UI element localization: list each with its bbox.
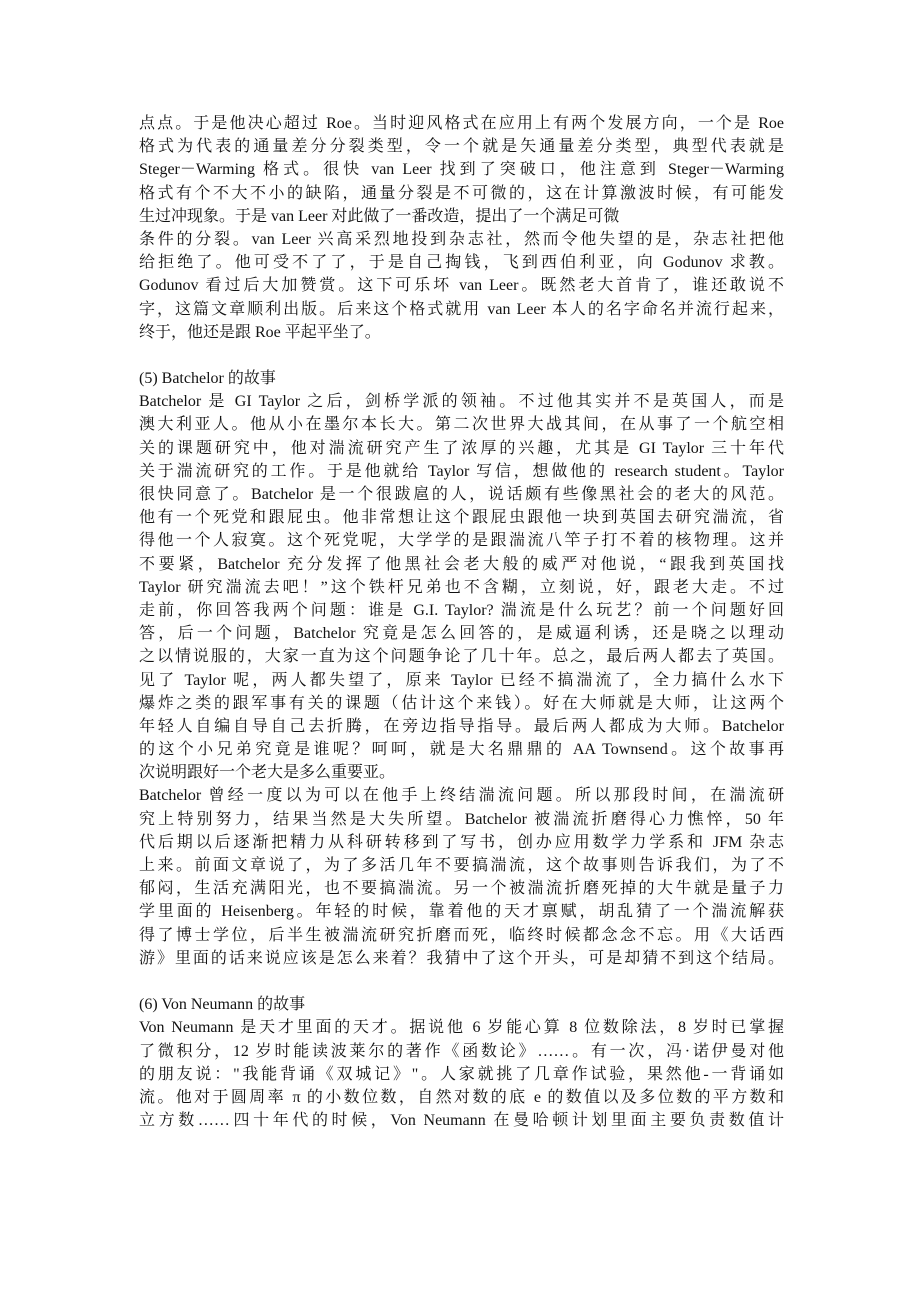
text-line: 给拒绝了。他可受不了了，于是自己掏钱，飞到西伯利亚，向 Godunov 求教。 — [139, 254, 784, 272]
text-line: 很快同意了。Batchelor 是一个很跋扈的人，说话颇有些像黑社会的老大的风范。 — [139, 486, 784, 503]
text-line: Batchelor 是 GI Taylor 之后，剑桥学派的领袖。不过他其实并不是英国人，而是 — [139, 393, 784, 411]
text-line: 流。他对于圆周率 π 的小数位数，自然对数的底 e 的数值以及多位数的平方数和 — [139, 1088, 784, 1106]
section-heading: (5) Batchelor 的故事 — [139, 370, 276, 388]
text-line: Taylor 研究湍流去吧！”这个铁杆兄弟也不含糊，立刻说，好，跟老大走。不过 — [139, 578, 784, 596]
text-line: 游》里面的话来说应该是怎么来着？我猜中了这个开头，可是却猜不到这个结局。 — [139, 949, 784, 967]
text-line: 格式有个不大不小的缺陷，通量分裂是不可微的，这在计算激波时候，有可能发 — [139, 184, 784, 202]
document-page — [139, 112, 784, 1132]
text-line: 立方数……四十年代的时候，Von Neumann 在曼哈顿计划里面主要负责数值计 — [139, 1112, 784, 1130]
text-line: 得了博士学位，后半生被湍流研究折磨而死，临终时候都念念不忘。用《大话西 — [139, 926, 784, 944]
text-line: 走前，你回答我两个问题：谁是 G.I. Taylor? 湍流是什么玩艺？前一个问题好回 — [139, 601, 784, 619]
text-line: 关的课题研究中，他对湍流研究产生了浓厚的兴趣，尤其是 GI Taylor 三十年代 — [139, 439, 784, 457]
text-line: Steger－Warming 格式。很快 van Leer 找到了突破口，他注意到 Steger－Warming — [139, 161, 784, 179]
text-line: 点点。于是他决心超过 Roe。当时迎风格式在应用上有两个发展方向，一个是 Roe — [139, 115, 784, 132]
text-line: 得他一个人寂寞。这个死党呢，大学学的是跟湍流八竿子打不着的核物理。这并 — [139, 532, 784, 550]
neumann-section — [139, 993, 784, 1132]
text-line: 答，后一个问题，Batchelor 究竟是怎么回答的，是威逼利诱，还是晓之以理动 — [139, 625, 784, 643]
text-line: Godunov 看过后大加赞赏。这下可乐坏 van Leer。既然老大首肯了，谁还敢说不 — [139, 277, 784, 295]
text-line: 究上特别努力，结果当然是大失所望。Batchelor 被湍流折磨得心力憔悴，50 年 — [139, 810, 784, 828]
text-line: 条件的分裂。van Leer 兴高采烈地投到杂志社，然而令他失望的是，杂志社把他 — [139, 230, 784, 248]
text-line: Von Neumann 是天才里面的天才。据说他 6 岁能心算 8 位数除法，8 岁时已掌握 — [139, 1019, 784, 1037]
text-line: 年轻人自编自导自己去折腾，在旁边指导指导。最后两人都成为大师。Batchelor — [139, 717, 784, 735]
text-line: 字，这篇文章顺利出版。后来这个格式就用 van Leer 本人的名字命名并流行起来， — [139, 300, 784, 318]
text-line: 之以情说服的，大家一直为这个问题争论了几十年。总之，最后两人都去了英国。 — [139, 648, 784, 666]
intro-paragraph — [139, 112, 784, 344]
text-line: 不要紧，Batchelor 充分发挥了他黑社会老大般的威严对他说，“跟我到英国找 — [139, 555, 784, 573]
text-line: 关于湍流研究的工作。于是他就给 Taylor 写信，想做他的 research student。Taylor — [139, 462, 784, 480]
text-line: 见了 Taylor 呢，两人都失望了，原来 Taylor 已经不搞湍流了，全力搞什么水下 — [139, 671, 784, 689]
text-line: 郁闷，生活充满阳光，也不要搞湍流。另一个被湍流折磨死掉的大牛就是量子力 — [139, 880, 784, 898]
text-line: 了微积分，12 岁时能读波莱尔的著作《函数论》……。有一次，冯·诺伊曼对他 — [139, 1042, 784, 1060]
batchelor-section — [139, 367, 784, 970]
text-line: 的朋友说："我能背诵《双城记》"。人家就挑了几章作试验，果然他-一背诵如 — [139, 1065, 784, 1083]
text-line: 学里面的 Heisenberg。年轻的时候，靠着他的天才禀赋，胡乱猜了一个湍流解获 — [139, 903, 784, 921]
section-heading: (6) Von Neumann 的故事 — [139, 996, 306, 1014]
text-line: Batchelor 曾经一度以为可以在他手上终结湍流问题。所以那段时间，在湍流研 — [139, 787, 784, 805]
text-line: 爆炸之类的跟军事有关的课题（估计这个来钱）。好在大师就是大师，让这两个 — [139, 694, 784, 712]
paragraph-spacer — [139, 344, 784, 367]
text-line: 格式为代表的通量差分分裂类型，令一个就是矢通量差分类型，典型代表就是 — [139, 138, 784, 156]
text-line: 上来。前面文章说了，为了多活几年不要搞湍流，这个故事则告诉我们，为了不 — [139, 857, 784, 874]
text-line: 终于，他还是跟 Roe 平起平坐了。 — [139, 323, 381, 341]
paragraph-spacer — [139, 970, 784, 993]
text-line: 他有一个死党和跟屁虫。他非常想让这个跟屁虫跟他一块到英国去研究湍流，省 — [139, 509, 784, 527]
text-line: 代后期以后逐渐把精力从科研转移到了写书，创办应用数学力学系和 JFM 杂志 — [139, 833, 784, 851]
text-line: 的这个小兄弟究竟是谁呢？呵呵，就是大名鼎鼎的 AA Townsend。这个故事再 — [139, 741, 784, 759]
text-line: 生过冲现象。于是 van Leer 对此做了一番改造，提出了一个满足可微 — [139, 207, 620, 225]
text-line: 次说明跟好一个老大是多么重要亚。 — [139, 764, 396, 782]
text-line: 澳大利亚人。他从小在墨尔本长大。第二次世界大战其间，在从事了一个航空相 — [139, 416, 784, 434]
